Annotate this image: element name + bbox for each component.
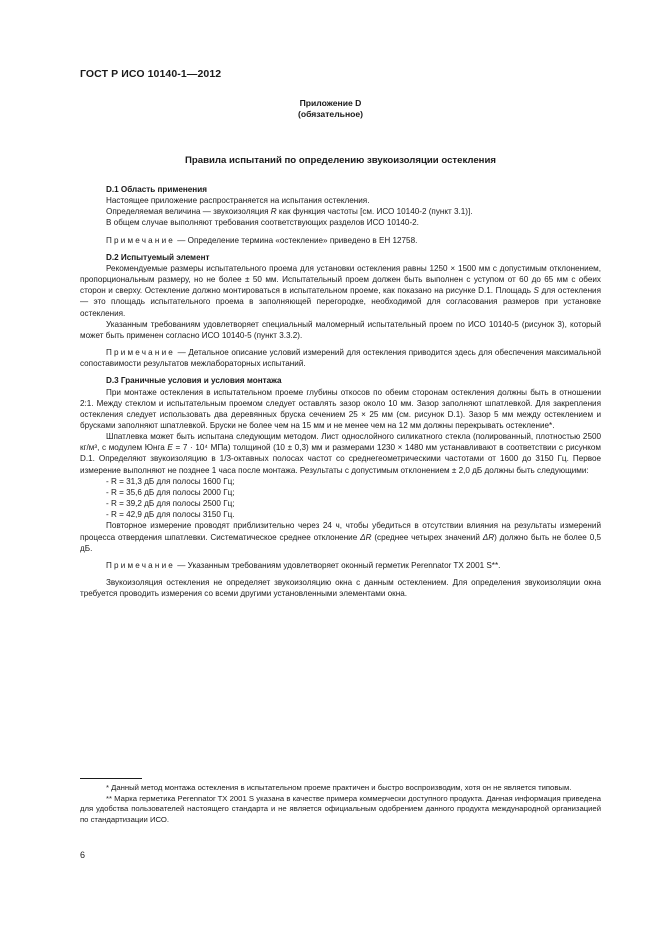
paragraph: Звукоизоляция остекления не определяет звукоизоляцию окна с данным остеклением. Для определения звукоизоляции окна требуется проводить измерения со всеми другими установленными элементами окна. [80,578,601,599]
paragraph: Шпатлевка может быть испытана следующим методом. Лист однослойного силикатного стекла (полированный, плотностью 2500 кг/м³, с модулем Юнга E = 7 · 10⁴ МПа) толщиной (10 ± 0,3) мм и размерами 1230 × 1480 мм устанавливают в соответствии с рисунком D.1. Определяют звукоизоляцию в 1/3-октавных полосах частот со среднегеометрическими частотами от 1600 до 3150 Гц. Первое измерение выполняют не позднее 1 часа после монтажа. Результаты с допустимым отклонением ± 2,0 дБ должны быть следующими: [80,432,601,475]
footnote-divider [80,778,142,779]
annex-label: Приложение D [299,98,362,108]
note: Примечание — Детальное описание условий измерений для остекления приводится здесь для обеспечения максимальной сопоставимости результатов межлабораторных испытаний. [80,348,601,369]
annex-title: Правила испытаний по определению звукоизоляции остекления [185,155,496,166]
note: Примечание — Указанным требованиям удовлетворяет оконный герметик Perennator TX 2001 S**. [106,560,501,570]
section-d1-heading: D.1 Область применения [106,185,207,194]
paragraph: В общем случае выполняют требования соответствующих разделов ИСО 10140-2. [106,218,419,228]
footnote: * Данный метод монтажа остекления в испытательном проеме практичен и быстро воспроизводим, хотя он не является типовым. [106,783,572,792]
paragraph: Повторное измерение проводят приблизительно через 24 ч, чтобы убедиться в отсутствии влияния на результаты измерений процесса отвердения шпатлевки. Систематическое среднее отклонение ΔR (среднее четырех значений ΔR) должно быть не более 0,5 дБ. [80,521,601,553]
document-body [80,184,601,599]
list-item: - R = 42,9 дБ для полосы 3150 Гц. [106,510,235,520]
footnotes [80,783,601,825]
list-item: - R = 31,3 дБ для полосы 1600 Гц; [106,476,235,486]
list-item: - R = 39,2 дБ для полосы 2500 Гц; [106,499,235,509]
footnote: ** Марка герметика Perennator TX 2001 S указана в качестве примера коммерчески доступного продукта. Данная информация приведена для удобства пользователей настоящего стандарта и не является официальным одобрением данного продукта международной организацией по стандартизации ИСО. [80,793,601,824]
note: Примечание — Определение термина «остекление» приведено в ЕН 12758. [106,235,418,245]
paragraph: Определяемая величина — звукоизоляция R как функция частоты [см. ИСО 10140-2 (пункт 3.1)]. [106,207,473,217]
paragraph: При монтаже остекления в испытательном проеме глубины откосов по обеим сторонам остекления должны быть в отношении 2:1. Между стеклом и испытательным проемом следует оставлять зазор около 10 мм. Зазор заполняют шпатлевкой. Для закрепления остекления следует использовать два деревянных бруска сечением 25 × 25 мм (см. рисунок D.1). Зазор 5 мм между остеклением и брусками заполняют шпатлевкой. Бруски не более чем на 15 мм и не менее чем на 12 мм должны перекрывать остекление*. [80,387,601,430]
paragraph: Указанным требованиям удовлетворяет специальный маломерный испытательный проем по ИСО 10140-5 (рисунок 3), который может быть применен согласно ИСО 10140-5 (пункт 3.3.2). [80,319,601,340]
page-number: 6 [80,850,86,860]
annex-status: (обязательное) [297,109,364,119]
section-d3-heading: D.3 Граничные условия и условия монтажа [106,376,282,386]
document-header: ГОСТ Р ИСО 10140-1—2012 [80,68,222,80]
section-d2-heading: D.2 Испытуемый элемент [106,252,210,262]
paragraph: Рекомендуемые размеры испытательного проема для установки остекления равны 1250 × 1500 мм с допустимым отклонением, пропорциональным размеру, но не более ± 50 мм. Испытательный проем должен быть выполнен с уступом от 60 до 65 мм с обеих сторон и сверху. Остекление должно монтироваться в испытательном проеме, как показано на рисунке D.1. Площадь S для остекления — это площадь испытательного проема в заполняющей перегородке, необходимой для согласования размеров при установке остекления. [80,263,601,318]
paragraph: Настоящее приложение распространяется на испытания остекления. [106,196,370,206]
list-item: - R = 35,6 дБ для полосы 2000 Гц; [106,487,235,497]
